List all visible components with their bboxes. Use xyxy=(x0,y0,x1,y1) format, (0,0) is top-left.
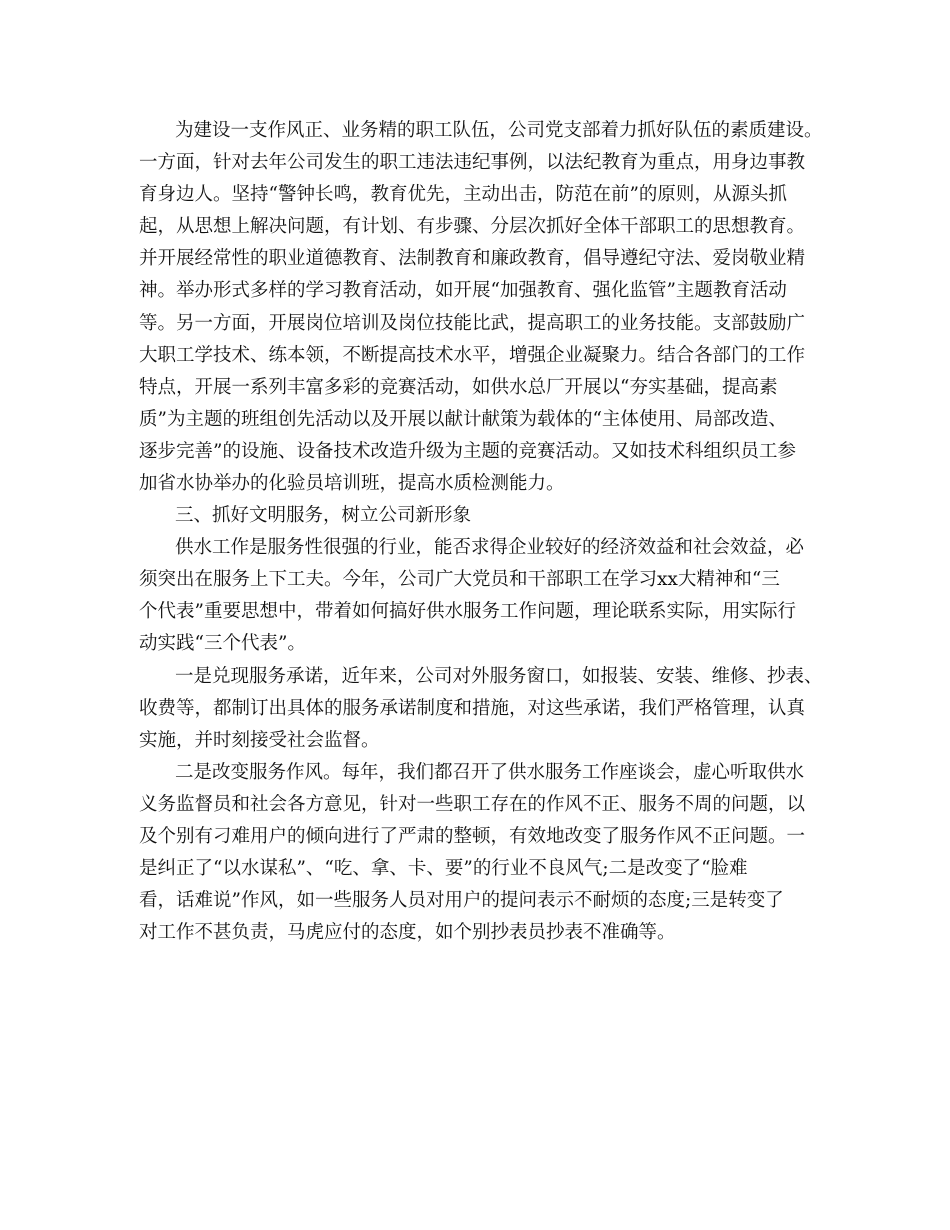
text-line: 一方面，针对去年公司发生的职工违法违纪事例，以法纪教育为重点，用身边事教 xyxy=(139,152,806,173)
text-line: 二是改变服务作风。每年，我们都召开了供水服务工作座谈会，虚心听取供水 xyxy=(175,762,805,783)
text-line: 起，从思想上解决问题，有计划、有步骤、分层次抓好全体干部职工的思想教育。 xyxy=(139,216,806,237)
text-line: 一是兑现服务承诺，近年来，公司对外服务窗口，如报装、安装、维修、抄表、 xyxy=(175,666,823,687)
text-line: 义务监督员和社会各方意见，针对一些职工存在的作风不正、服务不周的问题，以 xyxy=(139,794,806,815)
text-line: 看，话难说”作风，如一些服务人员对用户的提问表示不耐烦的态度;三是转变了 xyxy=(139,890,784,911)
text-line: 大职工学技术、练本领，不断提高技术水平，增强企业凝聚力。结合各部门的工作 xyxy=(139,345,806,366)
text-line: 特点，开展一系列丰富多彩的竞赛活动，如供水总厂开展以“夯实基础，提高素 xyxy=(139,377,778,398)
text-line: 动实践“三个代表”。 xyxy=(139,633,306,654)
text-line: 逐步完善”的设施、设备技术改造升级为主题的竞赛活动。又如技术科组织员工参 xyxy=(139,441,796,462)
text-line: 供水工作是服务性很强的行业，能否求得企业较好的经济效益和社会效益，必 xyxy=(175,537,805,558)
text-line: 是纠正了“以水谋私”、“吃、拿、卡、要”的行业不良风气;二是改变了“脸难 xyxy=(139,858,748,879)
text-line: 加省水协举办的化验员培训班，提高水质检测能力。 xyxy=(139,473,565,494)
text-line: 并开展经常性的职业道德教育、法制教育和廉政教育，倡导遵纪守法、爱岗敬业精 xyxy=(139,248,806,269)
text-line: 质”为主题的班组创先活动以及开展以献计献策为载体的“主体使用、局部改造、 xyxy=(139,409,787,430)
text-line: 等。另一方面，开展岗位培训及岗位技能比武，提高职工的业务技能。支部鼓励广 xyxy=(139,313,806,334)
text-line: 为建设一支作风正、业务精的职工队伍，公司党支部着力抓好队伍的素质建设。 xyxy=(175,120,823,141)
text-line: 收费等，都制订出具体的服务承诺制度和措施，对这些承诺，我们严格管理，认真 xyxy=(139,698,806,719)
text-line: 须突出在服务上下工夫。今年，公司广大党员和干部职工在学习xx大精神和“三 xyxy=(139,569,780,590)
text-line: 对工作不甚负责，马虎应付的态度，如个别抄表员抄表不准确等。 xyxy=(139,922,676,943)
text-line: 及个别有刁难用户的倾向进行了严肃的整顿，有效地改变了服务作风不正问题。一 xyxy=(139,826,806,847)
text-line: 个代表”重要思想中，带着如何搞好供水服务工作问题，理论联系实际，用实际行 xyxy=(139,601,796,622)
text-line: 育身边人。坚持“警钟长鸣，教育优先，主动出击，防范在前”的原则，从源头抓 xyxy=(139,184,787,205)
section-heading: 三、抓好文明服务，树立公司新形象 xyxy=(175,505,472,526)
text-line: 神。举办形式多样的学习教育活动，如开展“加强教育、强化监管”主题教育活动 xyxy=(139,280,787,301)
text-line: 实施，并时刻接受社会监督。 xyxy=(139,730,380,751)
